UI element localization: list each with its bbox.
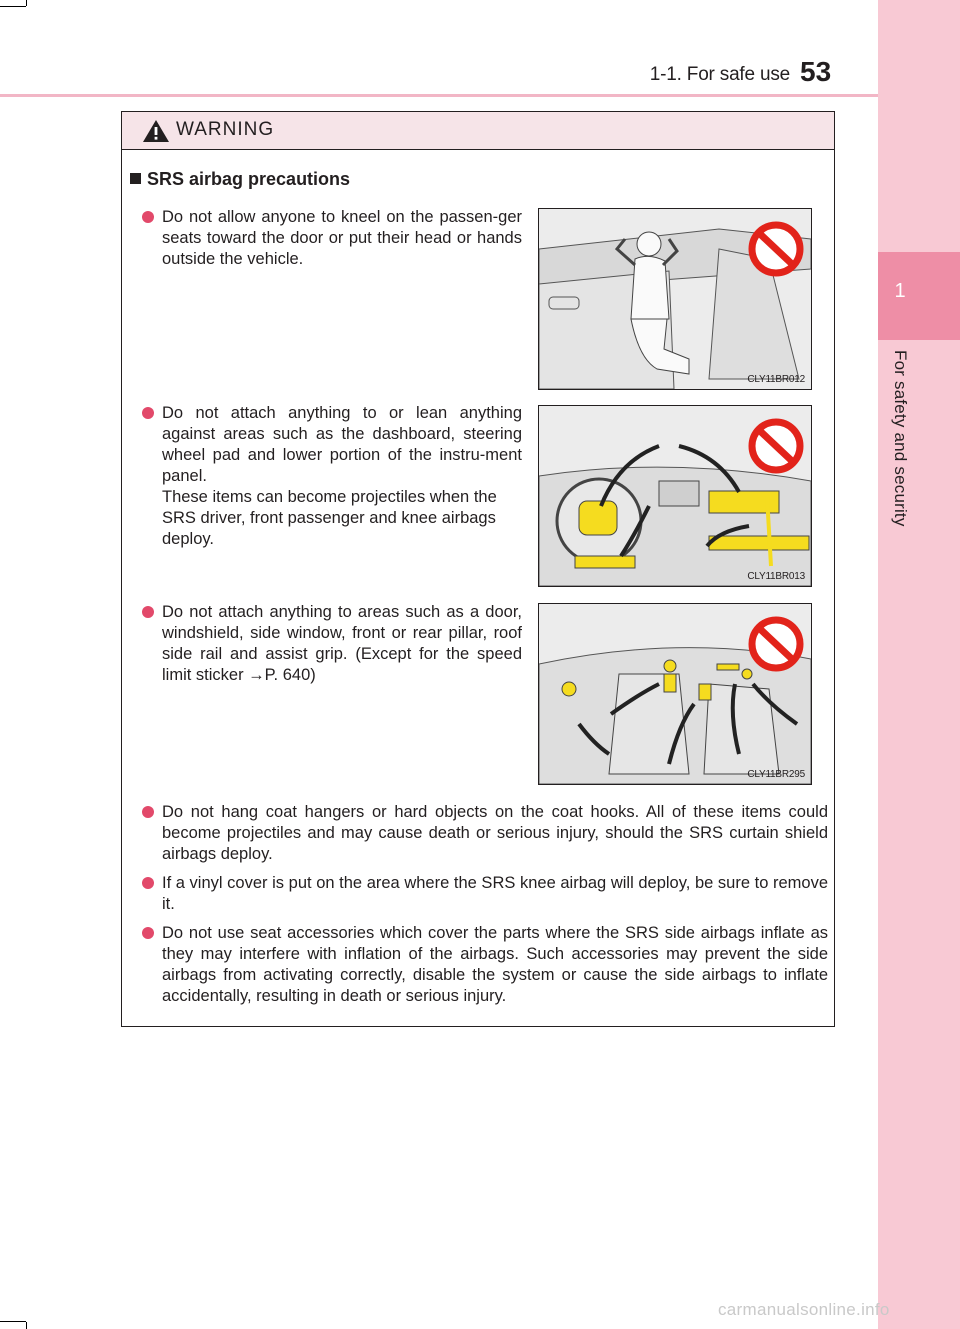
chapter-title: For safety and security <box>891 350 910 527</box>
bullet-icon <box>142 806 154 818</box>
dashboard-illustration <box>539 406 811 586</box>
figure-cabin-objects <box>538 603 812 785</box>
list-item-text: Do not attach anything to or lean anything against areas such as the dashboard, steering wheel pad and lower portion of the instru-ment panel. <box>162 404 522 485</box>
chapter-tab[interactable] <box>878 252 960 340</box>
crop-mark <box>26 1322 27 1329</box>
list-item-text: Do not attach anything to areas such as a door, windshield, side window, front or rear pillar, roof side rail and assist grip. (Except for the speed limit sticker →P. 640) <box>162 603 522 684</box>
warning-triangle-icon <box>142 119 170 143</box>
header-divider <box>0 94 878 97</box>
bullet-icon <box>142 927 154 939</box>
crop-mark <box>26 0 27 6</box>
figure-kneeling-passenger <box>538 208 812 390</box>
chapter-number: 1 <box>894 280 906 302</box>
bullet-icon <box>142 407 154 419</box>
list-item <box>142 403 522 550</box>
cabin-illustration <box>539 604 811 784</box>
figure-caption: CLY11BR012 <box>747 374 805 385</box>
page-number: 53 <box>800 56 832 87</box>
list-item-text: Do not allow anyone to kneel on the passen-ger seats toward the door or put their head or hands outside the vehicle. <box>162 208 522 268</box>
bullet-icon <box>142 211 154 223</box>
figure-dashboard-objects <box>538 405 812 587</box>
crop-mark <box>0 6 26 7</box>
list-item-text: Do not hang coat hangers or hard objects on the coat hooks. All of these items could become projectiles and may cause death or serious injury, should the SRS curtain shield airbags deploy. <box>162 803 828 863</box>
figure-caption: CLY11BR013 <box>747 571 805 582</box>
list-item-note: These items can become projectiles when the SRS driver, front passenger and knee airbags deploy. <box>162 488 497 548</box>
list-item-text: Do not use seat accessories which cover the parts where the SRS side airbags inflate as they may interfere with inflation of the airbags. Such accessories may prevent the side airbags from activating correctly, disable the system or cause the side airbags to inflate accidentally, resulting in death or serious injury. <box>162 924 828 1005</box>
section-heading <box>130 169 350 190</box>
list-item <box>142 802 828 865</box>
warning-header <box>122 112 834 150</box>
figure-caption: CLY11BR295 <box>747 769 805 780</box>
bullet-icon <box>142 877 154 889</box>
section-title: 1-1. For safe use <box>649 64 790 85</box>
list-item-text: If a vinyl cover is put on the area where the SRS knee airbag will deploy, be sure to remove it. <box>162 874 828 913</box>
bullet-icon <box>142 606 154 618</box>
sidebar <box>878 0 960 1329</box>
list-item <box>142 873 828 915</box>
warning-box <box>121 111 835 1027</box>
list-item <box>142 207 522 270</box>
crop-mark <box>0 1321 26 1322</box>
kneeling-passenger-illustration <box>539 209 811 389</box>
square-bullet-icon <box>130 173 141 184</box>
section-heading-text: SRS airbag precautions <box>147 169 351 189</box>
watermark: carmanualsonline.info <box>718 1300 890 1319</box>
warning-label: WARNING <box>176 119 275 140</box>
list-item <box>142 923 828 1007</box>
list-item <box>142 602 522 686</box>
